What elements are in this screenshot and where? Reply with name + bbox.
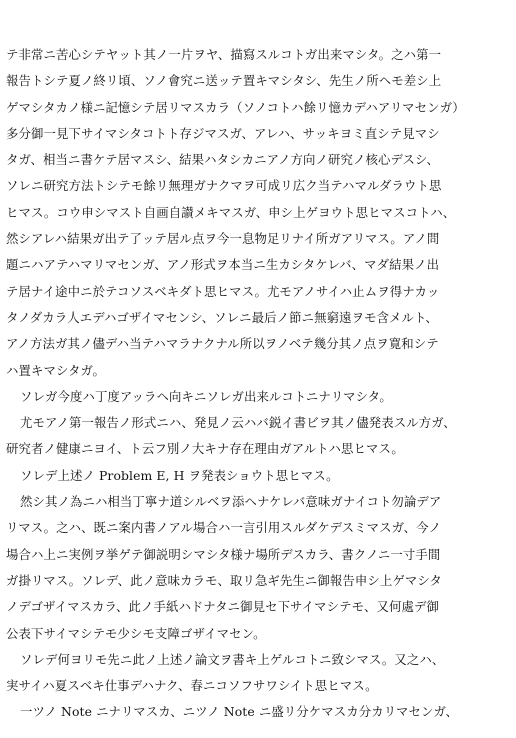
letter-line: 題ニハアテハマリマセンガ、アノ形式ヲ本当ニ生カシタケレバ、マダ結果ノ出 — [6, 257, 440, 273]
letter-line: 実サイハ夏スベキ仕事デハナク、春ニコソフサワシイト思ヒマス。 — [6, 678, 378, 694]
letter-line: 一ツノ Note ニナリマスカ、ニツノ Note ニ盛リ分ケマスカ分カリマセンガ、 — [20, 704, 458, 720]
letter-line: リマス。之ハ、既ニ案内書ノアル場合ハ一言引用スルダケデスミマスガ、今ノ — [6, 520, 442, 536]
letter-line: 報告トシテ夏ノ終リ頃、ソノ會究ニ送ッテ置キマシタシ、先生ノ所ヘモ差シ上 — [6, 73, 442, 89]
letter-line: 場合ハ上ニ実例ヲ挙ゲテ御説明シマシタ様ナ場所デスカラ、書クノニ一寸手間 — [6, 546, 441, 562]
letter-line: 公表下サイマシテモ少シモ支障ゴザイマセン。 — [6, 625, 266, 641]
letter-line: ハ置キマシタガ。 — [6, 362, 105, 378]
letter-line: ヒマス。コウ申シマスト自画自讃メキマスガ、申シ上ゲヨウト思ヒマスコトハ、 — [6, 204, 456, 220]
letter-line: ソレガ今度ハ丁度アッラヘ向キニソレガ出来ルコトニナリマシタ。 — [20, 388, 392, 404]
letter-line: タノダカラ人エデハゴザイマセンシ、ソレニ最后ノ節ニ無窮遠ヲモ含メルト、 — [6, 309, 438, 325]
letter-line: テ居ナイ途中ニ於テコソスベキダト思ヒマス。尤モアノサイハ止ムヲ得ナカッ — [6, 283, 440, 299]
letter-line: ソレデ何ヨリモ先ニ此ノ上述ノ論文ヲ書キ上ゲルコトニ致シマス。又之ハ、 — [20, 651, 445, 667]
letter-line: 然シアレハ結果ガ出テ了ッテ居ル点ヲ今一息物足リナイ所ガアリマス。アノ問 — [6, 231, 440, 247]
letter-line: ガ掛リマス。ソレデ、此ノ意味カラモ、取リ急ギ先生ニ御報告申シ上ゲマシタ — [6, 572, 442, 588]
letter-line: タガ、相当ニ書ケテ居マスシ、結果ハタシカニアノ方向ノ研究ノ核心デスシ、 — [6, 152, 439, 168]
letter-line: テ非常ニ苦心シテヤット其ノ一片ヲヤ、描寫スルコトガ出来マシタ。之ハ第一 — [6, 47, 442, 62]
letter-line: 尤モアノ第一報告ノ形式ニハ、発見ノ云ハバ鋭イ書ビヲ其ノ儘発表スル方ガ、 — [20, 415, 456, 431]
letter-line: ゲマシタカノ様ニ記憶シテ居リマスカラ（ソノコトハ餘リ憶カデハアリマセンガ） — [6, 99, 465, 115]
letter-line: 然シ其ノ為ニハ相当丁寧ナ道シルベヲ添ヘナケレバ意味ガナイコト勿論デア — [20, 494, 442, 510]
letter-line: 研究者ノ健康ニヨイ、ト云フ別ノ大キナ存在理由ガアルトハ思ヒマス。 — [6, 441, 404, 457]
letter-line: ノデゴザイマスカラ、此ノ手紙ハドナタニ御見セ下サイマシテモ、又何處デ御 — [6, 599, 439, 615]
letter-line: ソレデ上述ノ Problem E, H ヲ発表ショウト思ヒマス。 — [20, 467, 339, 483]
letter-line: 多分御一見下サイマシタコトト存ジマスガ、アレハ、サッキヨミ直シテ見マシ — [6, 125, 440, 141]
letter-line: アノ方法ガ其ノ儘デハ当テハマラナクナル所以ヲノベテ幾分其ノ点ヲ寛和シテ — [6, 336, 439, 352]
letter-line: ソレニ研究方法トシテモ餘リ無理ガナクマヲ可成リ広ク当テハマルダラウト思 — [6, 178, 442, 194]
letter-body — [6, 42, 510, 726]
